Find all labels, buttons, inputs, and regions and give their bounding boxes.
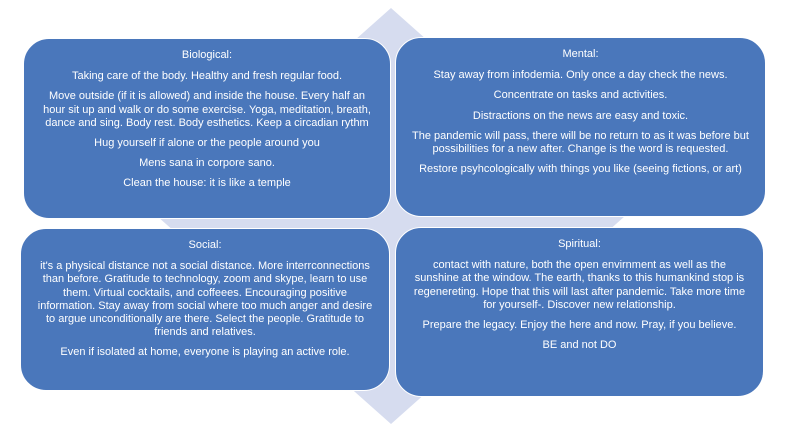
biological-line: Move outside (if it is allowed) and inside the house. Every half an hour sit up and walk or do some exercise. Yoga, meditation, breath, dance and sing. Body rest. Body esthetics. Keep a circadian rythm: [43, 90, 371, 129]
spiritual-title: Spiritual:: [558, 238, 601, 250]
biological-line: Mens sana in corpore sano.: [139, 157, 275, 170]
social-box: [20, 228, 390, 391]
spiritual-line: contact with nature, both the open envirnment as well as the sunshine at the window. The earth, thanks to this humankind stop is regenereting. Hope that this will last after pandemic. Take more time for yourself-. Discover new relationship.: [413, 259, 746, 311]
social-line: Even if isolated at home, everyone is playing an active role.: [60, 346, 350, 359]
mental-line: Restore psyhcologically with things you like (seeing fictions, or art): [419, 163, 742, 176]
mental-box: [395, 37, 766, 217]
spiritual-line: Prepare the legacy. Enjoy the here and now. Pray, if you believe.: [422, 319, 737, 332]
mental-line: Distractions on the news are easy and toxic.: [472, 109, 689, 122]
mental-line: Stay away from infodemia. Only once a day check the news.: [433, 69, 728, 82]
biological-box: [23, 38, 391, 219]
spiritual-line: BE and not DO: [542, 339, 617, 352]
social-line: it's a physical distance not a social distance. More interrconnections than before. Gratitude to technology, zoom and skype, learn to use them. Virtual cocktails, and coffeees. Encouraging positive information. Stay away from social where too much anger and desire to argue unconditionally are there. Select the people. Gratitude to friends and relatives.: [37, 260, 373, 339]
mental-title: Mental:: [562, 48, 599, 60]
mental-line: The pandemic will pass, there will be no return to as it was before but possibilities for a new after. Change is the word is requested.: [412, 129, 749, 156]
spiritual-box: [395, 227, 764, 397]
social-title: Social:: [188, 239, 222, 251]
biological-line: Clean the house: it is like a temple: [123, 177, 291, 190]
biological-title: Biological:: [181, 49, 233, 61]
biological-line: Hug yourself if alone or the people around you: [94, 137, 320, 150]
biological-line: Taking care of the body. Healthy and fresh regular food.: [71, 70, 343, 83]
mental-line: Concentrate on tasks and activities.: [493, 89, 668, 102]
